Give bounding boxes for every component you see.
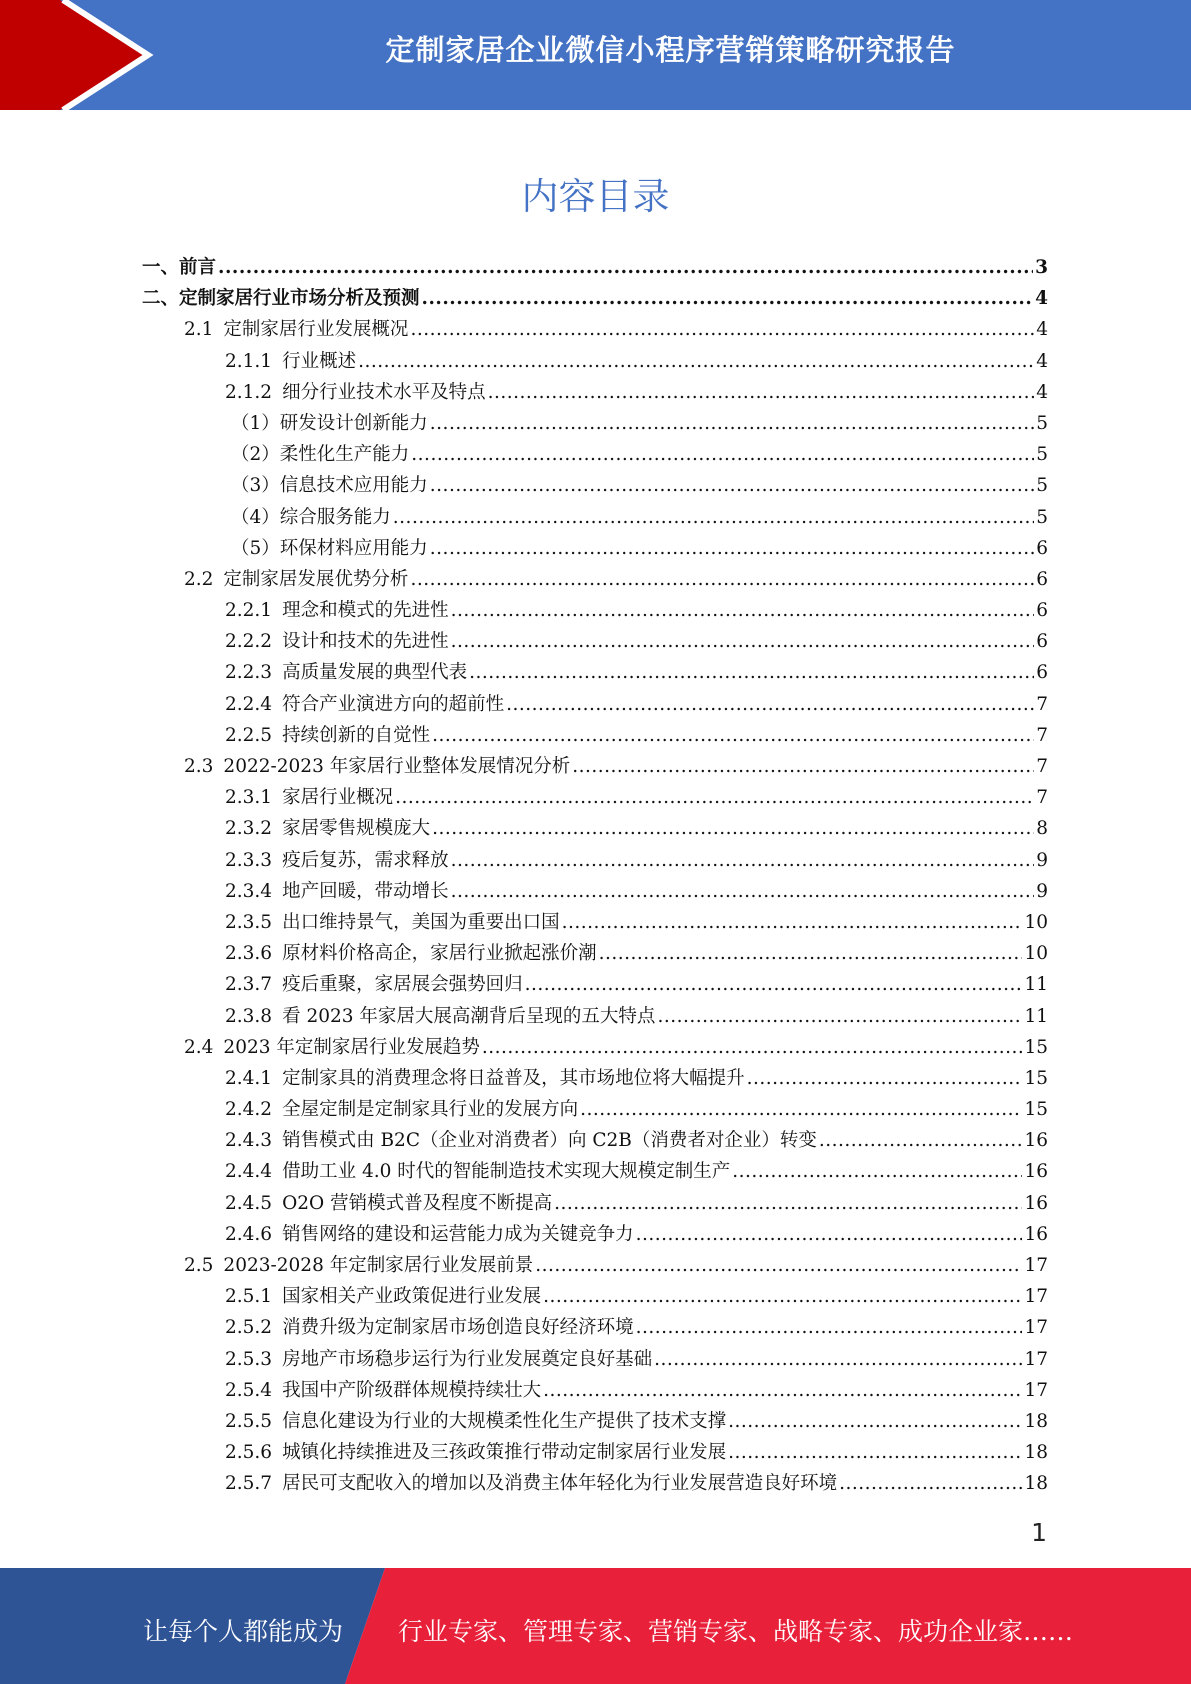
toc-entry-page: 7	[1036, 787, 1048, 809]
toc-entry-number: 一、	[142, 257, 180, 278]
toc-dot-leader	[432, 818, 1034, 839]
report-title: 定制家居企业微信小程序营销策略研究报告	[385, 33, 956, 67]
toc-dot-leader	[525, 974, 1023, 995]
toc-entry-page: 17	[1024, 1317, 1048, 1339]
toc-entry-number: 2.4.6	[225, 1223, 273, 1245]
toc-dot-leader	[554, 1193, 1022, 1214]
toc-dot-leader	[488, 382, 1035, 403]
toc-entry-label: 定制家具的消费理念将日益普及，其市场地位将大幅提升	[282, 1067, 745, 1089]
toc-entry[interactable]	[142, 1313, 1048, 1344]
toc-entry-number: 2.1.2	[225, 381, 273, 403]
toc-entry[interactable]	[142, 1095, 1048, 1126]
toc-entry-label: 信息化建设为行业的大规模柔性化生产提供了技术支撑	[282, 1410, 727, 1432]
toc-dot-leader	[599, 943, 1023, 964]
toc-dot-leader	[543, 1380, 1022, 1401]
toc-entry-page: 16	[1024, 1161, 1048, 1183]
toc-entry-number: 2.4.2	[225, 1099, 273, 1121]
toc-entry-label: 居民可支配收入的增加以及消费主体年轻化为行业发展营造良好环境	[282, 1473, 838, 1495]
toc-entry[interactable]	[142, 877, 1048, 908]
toc-entry[interactable]	[142, 721, 1048, 752]
toc-entry-number: 2.1.1	[225, 350, 273, 372]
toc-entry-page: 18	[1024, 1442, 1048, 1464]
toc-entry-label: 柔性化生产能力	[279, 444, 410, 466]
toc-entry-page: 5	[1036, 475, 1048, 497]
toc-entry-page: 7	[1036, 724, 1048, 746]
toc-entry-label: 我国中产阶级群体规模持续壮大	[282, 1379, 542, 1401]
toc-entry[interactable]	[142, 783, 1048, 814]
toc-entry[interactable]	[142, 970, 1048, 1001]
toc-entry-number: 2.3.2	[225, 818, 273, 840]
toc-dot-leader	[393, 507, 1034, 528]
toc-dot-leader	[218, 257, 1033, 278]
toc-entry-page: 15	[1024, 1067, 1048, 1089]
toc-entry[interactable]	[142, 284, 1048, 315]
toc-dot-leader	[432, 725, 1034, 746]
toc-entry[interactable]	[142, 253, 1048, 284]
toc-dot-leader	[636, 1317, 1023, 1338]
toc-dot-leader	[410, 569, 1034, 590]
toc-entry[interactable]	[142, 378, 1048, 409]
toc-entry[interactable]	[142, 690, 1048, 721]
toc-entry-page: 5	[1036, 506, 1048, 528]
toc-entry-page: 16	[1024, 1223, 1048, 1245]
toc-entry-number: 2.3.1	[225, 787, 273, 809]
toc-entry-page: 4	[1035, 288, 1048, 310]
toc-entry-number: （1）	[231, 412, 280, 434]
toc-entry-page: 15	[1024, 1036, 1048, 1058]
toc-dot-leader	[819, 1130, 1023, 1151]
toc-entry-label: 理念和模式的先进性	[282, 600, 449, 622]
toc-entry-page: 7	[1036, 693, 1048, 715]
toc-entry[interactable]	[142, 1438, 1048, 1469]
toc-entry-number: 2.2.1	[225, 600, 273, 622]
toc-entry[interactable]	[142, 596, 1048, 627]
toc-entry-label: 行业概述	[282, 350, 357, 372]
toc-dot-leader	[747, 1068, 1023, 1089]
toc-entry[interactable]	[142, 1189, 1048, 1220]
toc-entry-label: 定制家居行业市场分析及预测	[179, 288, 420, 310]
toc-entry-number: （5）	[231, 537, 280, 559]
toc-entry-page: 6	[1036, 600, 1048, 622]
toc-entry-page: 11	[1024, 974, 1048, 996]
toc-dot-leader	[410, 319, 1034, 340]
toc-entry-page: 6	[1036, 568, 1048, 590]
toc-entry-page: 4	[1036, 350, 1048, 372]
toc-entry-number: （4）	[231, 506, 280, 528]
footer-slogan-right: 行业专家、管理专家、营销专家、战略专家、成功企业家……	[398, 1617, 1074, 1646]
toc-entry[interactable]	[142, 1157, 1048, 1188]
toc-entry-label: 持续创新的自觉性	[282, 724, 431, 746]
toc-entry-label: 疫后重聚，家居展会强势回归	[282, 974, 523, 996]
toc-entry[interactable]	[142, 1002, 1048, 1033]
toc-entry-label: 2023-2028 年定制家居行业发展前景	[223, 1255, 534, 1276]
toc-entry-label: 借助工业 4.0 时代的智能制造技术实现大规模定制生产	[282, 1161, 731, 1183]
toc-dot-leader	[572, 756, 1034, 777]
toc-entry[interactable]	[142, 1126, 1048, 1157]
toc-entry-label: 符合产业演进方向的超前性	[282, 693, 505, 715]
toc-entry-number: 2.3	[184, 756, 214, 777]
toc-entry[interactable]	[142, 565, 1048, 596]
toc-dot-leader	[728, 1411, 1022, 1432]
toc-entry-number: 2.4.5	[225, 1192, 273, 1214]
toc-dot-leader	[395, 787, 1034, 808]
toc-dot-leader	[580, 1099, 1022, 1120]
toc-entry-page: 10	[1024, 943, 1048, 965]
toc-dot-leader	[506, 694, 1034, 715]
toc-entry-number: 2.1	[184, 319, 214, 341]
toc-entry-label: 定制家居发展优势分析	[223, 568, 409, 590]
toc-entry-page: 17	[1024, 1286, 1048, 1308]
toc-entry[interactable]	[142, 503, 1048, 534]
toc-entry-label: 设计和技术的先进性	[282, 631, 449, 653]
toc-heading: 内容目录	[521, 175, 670, 218]
toc-entry-number: 2.2	[184, 568, 214, 590]
toc-entry-page: 8	[1036, 818, 1048, 840]
table-of-contents	[142, 253, 1048, 1501]
toc-entry[interactable]	[142, 315, 1048, 346]
toc-entry-page: 17	[1024, 1379, 1048, 1401]
toc-entry-number: 2.5.6	[225, 1442, 273, 1464]
toc-dot-leader	[482, 1037, 1023, 1058]
toc-dot-leader	[358, 351, 1034, 372]
toc-entry-page: 15	[1024, 1099, 1048, 1121]
toc-entry-label: 环保材料应用能力	[279, 537, 428, 559]
page-header	[0, 0, 1191, 110]
toc-entry-label: 看 2023 年家居大展高潮背后呈现的五大特点	[282, 1005, 656, 1027]
toc-entry[interactable]	[142, 1407, 1048, 1438]
toc-dot-leader	[451, 631, 1035, 652]
toc-entry[interactable]	[142, 1345, 1048, 1376]
toc-dot-leader	[654, 1349, 1022, 1370]
toc-entry-label: 2023 年定制家居行业发展趋势	[223, 1036, 480, 1058]
toc-entry-page: 9	[1036, 849, 1048, 871]
toc-entry-number: 2.2.4	[225, 693, 273, 715]
toc-entry-label: 综合服务能力	[279, 506, 391, 528]
page-footer	[0, 1568, 1191, 1684]
toc-entry-label: 销售网络的建设和运营能力成为关键竞争力	[282, 1223, 634, 1245]
toc-entry-number: 2.4.4	[225, 1161, 273, 1183]
toc-entry-number: 2.4	[184, 1036, 214, 1058]
toc-entry-label: 城镇化持续推进及三孩政策推行带动定制家居行业发展	[282, 1442, 727, 1464]
toc-dot-leader	[430, 475, 1034, 496]
toc-entry-number: 2.5.4	[225, 1379, 273, 1401]
toc-entry-page: 9	[1036, 880, 1048, 902]
toc-entry[interactable]	[142, 534, 1048, 565]
toc-entry-number: 2.4.3	[225, 1130, 273, 1152]
toc-entry-number: 2.3.4	[225, 880, 273, 902]
toc-entry[interactable]	[142, 1064, 1048, 1095]
toc-dot-leader	[451, 850, 1035, 871]
toc-entry-number: （3）	[231, 475, 280, 497]
toc-entry-label: 销售模式由 B2C（企业对消费者）向 C2B（消费者对企业）转变	[282, 1130, 817, 1152]
toc-dot-leader	[636, 1224, 1023, 1245]
toc-entry-label: 定制家居行业发展概况	[223, 319, 409, 341]
toc-entry-number: （2）	[231, 444, 280, 466]
toc-entry-page: 5	[1036, 444, 1048, 466]
toc-entry[interactable]	[142, 627, 1048, 658]
toc-entry-label: 全屋定制是定制家具行业的发展方向	[282, 1099, 579, 1121]
toc-entry-number: 2.5.2	[225, 1317, 273, 1339]
toc-dot-leader	[657, 1006, 1022, 1027]
toc-entry-number: 2.2.3	[225, 662, 273, 684]
toc-dot-leader	[451, 600, 1035, 621]
toc-entry-page: 17	[1024, 1255, 1048, 1276]
toc-entry-label: 疫后复苏，需求释放	[282, 849, 449, 871]
toc-entry-label: 消费升级为定制家居市场创造良好经济环境	[282, 1317, 634, 1339]
toc-entry-label: O2O 营销模式普及程度不断提高	[282, 1192, 553, 1214]
toc-entry[interactable]	[142, 440, 1048, 471]
toc-dot-leader	[543, 1286, 1022, 1307]
toc-entry-number: 2.5.3	[225, 1348, 273, 1370]
toc-entry-page: 6	[1036, 662, 1048, 684]
toc-entry-label: 信息技术应用能力	[279, 475, 428, 497]
toc-entry[interactable]	[142, 1282, 1048, 1313]
page-number: 1	[1031, 1518, 1047, 1547]
toc-entry-label: 国家相关产业政策促进行业发展	[282, 1286, 542, 1308]
toc-entry-label: 家居行业概况	[282, 787, 394, 809]
toc-entry[interactable]	[142, 908, 1048, 939]
toc-dot-leader	[562, 912, 1023, 933]
toc-entry-page: 18	[1024, 1410, 1048, 1432]
toc-entry-label: 2022-2023 年家居行业整体发展情况分析	[223, 756, 571, 777]
toc-entry-number: 2.5.1	[225, 1286, 273, 1308]
toc-entry-page: 18	[1024, 1473, 1048, 1495]
toc-entry[interactable]	[142, 752, 1048, 783]
toc-dot-leader	[411, 444, 1034, 465]
toc-entry-page: 16	[1024, 1192, 1048, 1214]
toc-entry[interactable]	[142, 658, 1048, 689]
toc-entry-number: 2.5.7	[225, 1473, 273, 1495]
toc-dot-leader	[535, 1255, 1022, 1276]
toc-entry[interactable]	[142, 1251, 1048, 1282]
toc-entry-page: 6	[1036, 631, 1048, 653]
toc-entry-page: 11	[1024, 1005, 1048, 1027]
toc-entry-label: 地产回暖，带动增长	[282, 880, 449, 902]
toc-entry-number: 二、	[142, 288, 180, 310]
toc-entry[interactable]	[142, 846, 1048, 877]
toc-entry[interactable]	[142, 409, 1048, 440]
toc-entry-label: 研发设计创新能力	[279, 412, 428, 434]
toc-entry-label: 家居零售规模庞大	[282, 818, 431, 840]
toc-entry-number: 2.5.5	[225, 1410, 273, 1432]
toc-entry-page: 3	[1035, 257, 1048, 278]
toc-dot-leader	[728, 1442, 1022, 1463]
footer-slogan-left: 让每个人都能成为	[143, 1617, 344, 1646]
toc-dot-leader	[451, 881, 1035, 902]
toc-entry-number: 2.3.3	[225, 849, 273, 871]
toc-entry[interactable]	[142, 1376, 1048, 1407]
toc-entry-page: 4	[1036, 319, 1048, 341]
toc-entry-label: 房地产市场稳步运行为行业发展奠定良好基础	[282, 1348, 653, 1370]
toc-entry-number: 2.5	[184, 1255, 214, 1276]
toc-entry[interactable]	[142, 939, 1048, 970]
toc-dot-leader	[422, 288, 1034, 309]
toc-entry-page: 17	[1024, 1348, 1048, 1370]
toc-entry[interactable]	[142, 1220, 1048, 1251]
toc-entry-page: 6	[1036, 537, 1048, 559]
toc-entry-label: 高质量发展的典型代表	[282, 662, 468, 684]
toc-entry-number: 2.3.7	[225, 974, 273, 996]
toc-entry-page: 16	[1024, 1130, 1048, 1152]
toc-dot-leader	[732, 1161, 1022, 1182]
toc-dot-leader	[430, 413, 1034, 434]
toc-entry-label: 细分行业技术水平及特点	[282, 381, 486, 403]
toc-dot-leader	[430, 538, 1034, 559]
toc-entry-number: 2.4.1	[225, 1067, 273, 1089]
toc-entry-label: 前言	[179, 257, 217, 278]
toc-entry-number: 2.3.5	[225, 911, 273, 933]
toc-dot-leader	[839, 1473, 1022, 1494]
toc-entry-number: 2.2.5	[225, 724, 273, 746]
toc-entry-page: 4	[1036, 381, 1048, 403]
toc-entry[interactable]	[142, 1469, 1048, 1500]
toc-entry-number: 2.3.8	[225, 1005, 273, 1027]
toc-entry-page: 10	[1024, 911, 1048, 933]
toc-entry-page: 7	[1036, 756, 1048, 777]
toc-entry[interactable]	[142, 471, 1048, 502]
toc-dot-leader	[469, 662, 1034, 683]
toc-entry-number: 2.2.2	[225, 631, 273, 653]
toc-entry[interactable]	[142, 347, 1048, 378]
toc-entry-page: 5	[1036, 412, 1048, 434]
toc-entry-number: 2.3.6	[225, 943, 273, 965]
toc-entry[interactable]	[142, 814, 1048, 845]
toc-entry-label: 原材料价格高企，家居行业掀起涨价潮	[282, 943, 597, 965]
toc-entry-label: 出口维持景气，美国为重要出口国	[282, 911, 560, 933]
toc-entry[interactable]	[142, 1033, 1048, 1064]
